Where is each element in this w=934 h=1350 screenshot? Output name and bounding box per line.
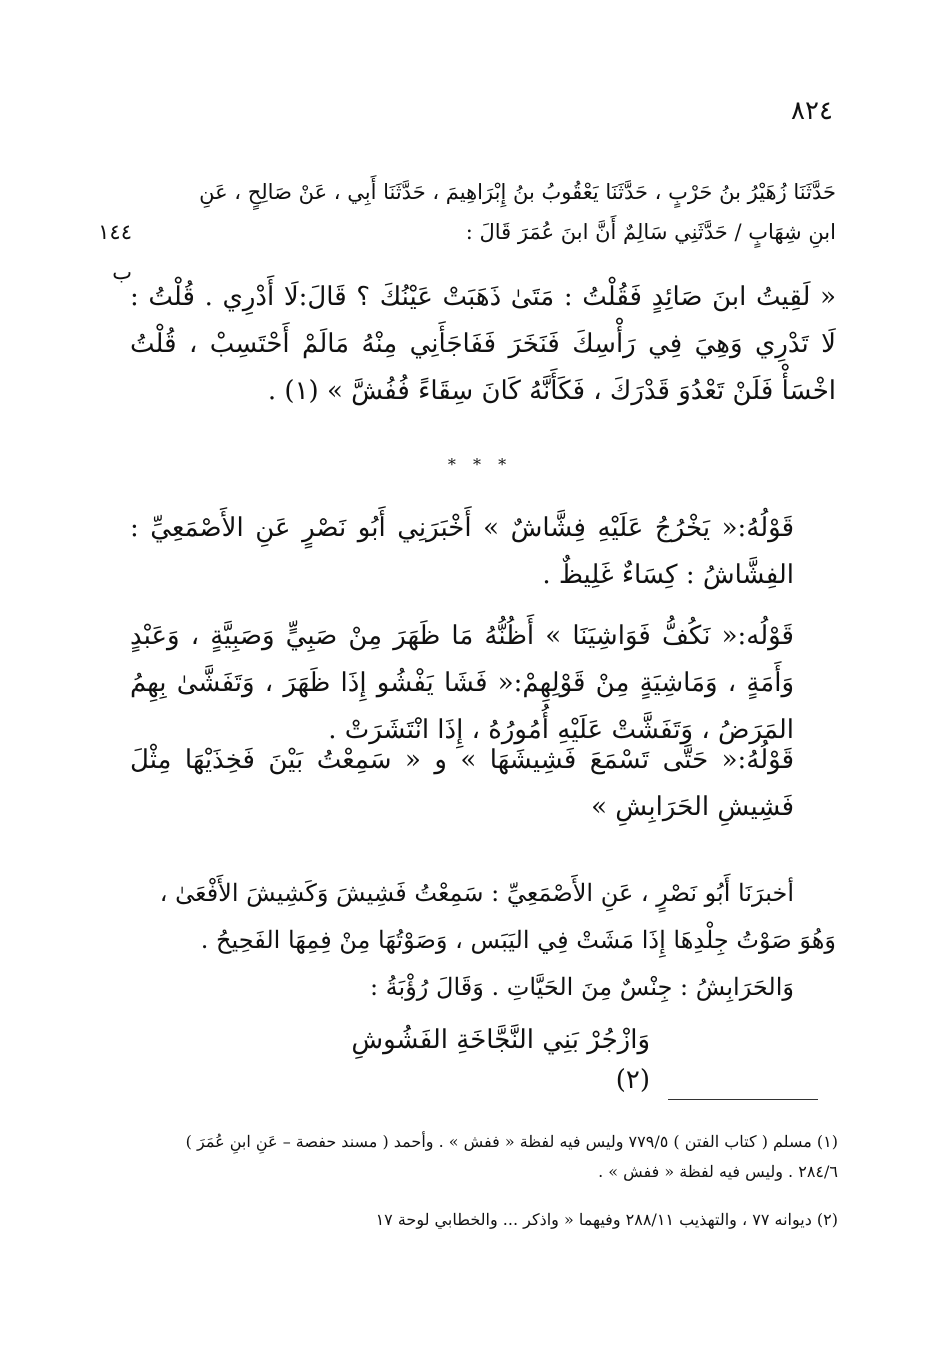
commentary-fawashi xyxy=(130,613,836,754)
commentary-fashish xyxy=(130,737,836,831)
asmai-line-1: أخبرَنَا أَبُو نَصْرٍ ، عَنِ الأَصْمَعِيِّ : سَمِعْتُ فَشِيشَ وَكَشِيشَ الأَفْعَىٰ ، xyxy=(159,879,794,907)
isnad-line-2-text: ابنِ شِهَابٍ / حَدَّثَنِي سَالِمٌ أَنَّ ابنَ عُمَرَ قَالَ : xyxy=(465,220,836,244)
asmai-explanation xyxy=(130,870,836,1011)
asmai-line-2: وَهُوَ صَوْتُ جِلْدِهَا إِذَا مَشَتْ فِي اليَبَس ، وَصَوْتُهَا مِنْ فِمِهَا الفَحِيحُ . xyxy=(200,926,836,954)
section-separator: * * * xyxy=(447,455,513,474)
hadith-quote: « لَقِيتُ ابنَ صَائِدٍ فَقُلْتُ : مَتَىٰ ذَهَبَتْ عَيْنُكَ ؟ قَالَ:لَا أَدْرِي . قُلْتُ : لَا تَدْرِي وَهِيَ فِي رَأْسِكَ فَنَخَرَ فَفَاجَأَنِي مِنْهُ مَالَمْ أَحْتَسِبْ ، قُلْتُ اخْسَأْ فَلَنْ تَعْدُوَ قَدْرَكَ ، فَكَأَنَّهُ كَانَ سِقَاءً فُفُشَّ » (١) . xyxy=(130,282,836,406)
isnad-line-2 xyxy=(98,212,836,284)
hadith-text xyxy=(130,274,836,415)
poetry-verse: وَازْجُرْ بَنِي النَّجَّاخَةِ الفَشُوشِ (٢) xyxy=(351,1025,650,1095)
paragraph: قَوْلُه:« نَكُفُّ فَوَاشِيَنَا » أَظُنُّهُ مَا ظَهَرَ مِنْ صَبِيٍّ وَصَبِيَّةٍ ، وَعَبْدٍ وَأَمَةٍ ، وَمَاشِيَةٍ مِنْ قَوْلِهِمْ:« فَشَا يَفْشُو إِذَا ظَهَرَ ، وَتَفَشَّىٰ بِهِمُ المَرَضُ ، وَتَفَشَّتْ عَلَيْهِ أُمُورُهُ ، إِذَا انْتَشَرَتْ . xyxy=(130,621,794,745)
page-number: ٨٢٤ xyxy=(791,96,833,126)
asmai-line-3: وَالحَرَابِشُ : جِنْسٌ مِنَ الحَيَّاتِ . وَقَالَ رُؤْبَةُ : xyxy=(369,973,794,1001)
commentary-fishash xyxy=(130,505,836,599)
footnote-divider xyxy=(668,1099,818,1100)
isnad-line-1: حَدَّثَنَا زُهَيْرُ بنُ حَرْبٍ ، حَدَّثَنَا يَعْقُوبُ بنُ إِبْرَاهِيمَ ، حَدَّثَنَا أَبِي ، عَنْ صَالِحٍ ، عَنِ xyxy=(199,180,836,204)
footnote-1: (١) مسلم ( كتاب الفتن ) ٧٧٩/٥ وليس فيه لفظة « ففش » . وأحمد ( مسند حفصة – عَنِ ابنِ عُمَرَ ) ٢٨٤/٦ . وليس فيه لفظة « ففش » . xyxy=(185,1132,838,1181)
isnad-chain xyxy=(98,172,836,284)
footnote-2: (٢) ديوانه ٧٧ ، والتهذيب ٢٨٨/١١ وفيهما « واذكر ... والخطابي لوحة ١٧ xyxy=(375,1210,838,1229)
paragraph: قَوْلُهُ:« حَتَّى تَسْمَعَ فَشِيشَهَا » و « سَمِعْتُ بَيْنَ فَخِذَيْهَا مِثْلَ فَشِيشِ الحَرَابِشِ » xyxy=(130,745,794,822)
paragraph: قَوْلُهُ:« يَخْرُجُ عَلَيْهِ فِشَّاشٌ » أَخْبَرَنِي أَبُو نَصْرٍ عَنِ الأَصْمَعِيِّ : الفِشَّاشُ : كِسَاءٌ غَلِيظٌ . xyxy=(130,513,794,590)
manuscript-folio-note: ١٤٤ ب xyxy=(98,220,132,284)
